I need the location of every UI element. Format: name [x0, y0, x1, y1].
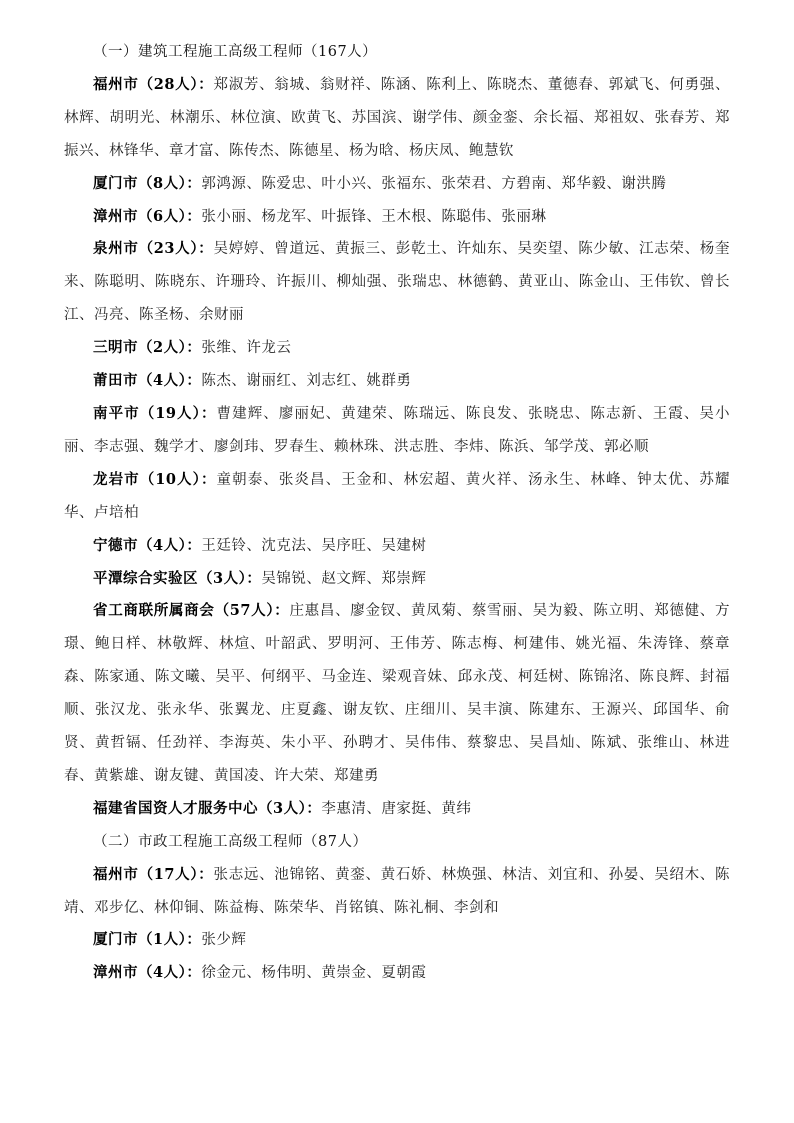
entry-label: 省工商联所属商会（57人）：: [93, 602, 290, 620]
entry-names: 郑淑芳、翁城、翁财祥、陈涵、陈利上、陈晓杰、董德春、郭斌飞、何勇强、林辉、胡明光、林潮乐、林位演、欧黄飞、苏国滨、谢学伟、颜金銮、余长福、郑祖奴、张春芳、郑振兴、林锋华、章才富、陈传杰、陈德星、杨为晗、杨庆凤、鲍慧钦: [64, 76, 731, 159]
roster-entry: [64, 398, 730, 464]
roster-entry: [64, 365, 730, 398]
entry-names: 童朝泰、张炎昌、王金和、林宏超、黄火祥、汤永生、林峰、钟太优、苏耀华、卢培柏: [64, 471, 730, 521]
roster-entry: [64, 464, 730, 530]
entry-names: 庄惠昌、廖金钗、黄凤菊、蔡雪丽、吴为毅、陈立明、郑德健、方璟、鲍日样、林敬辉、林煊、叶韶武、罗明河、王伟芳、陈志梅、柯建伟、姚光福、朱涛锋、蔡章森、陈家通、陈文曦、吴平、何纲平、马金连、梁观音妹、邱永茂、柯廷树、陈锦洺、陈良辉、封福顺、张汉龙、张永华、张翼龙、庄夏鑫、谢友钦、庄细川、吴丰演、陈建东、王源兴、邱国华、俞贤、黄哲镉、任劲祥、李海英、朱小平、孙聘才、吴伟伟、蔡黎忠、吴昌灿、陈斌、张维山、林进春、黄紫雄、谢友键、黄国凌、许大荣、郑建勇: [64, 603, 730, 784]
section-heading: （一）建筑工程施工高级工程师（167人）: [93, 44, 378, 60]
entry-names: 陈杰、谢丽红、刘志红、姚群勇: [201, 373, 412, 390]
entry-label: 泉州市（23人）：: [93, 240, 214, 258]
roster-entry: [64, 69, 730, 168]
entry-names: 吴锦锐、赵文辉、郑崇辉: [261, 570, 427, 587]
entry-names: 吴婷婷、曾道远、黄振三、彭乾土、许灿东、吴奕望、陈少敏、江志荣、杨奎来、陈聪明、陈晓东、许珊玲、许振川、柳灿强、张瑞忠、林德鹤、黄亚山、陈金山、王伟钦、曾长江、冯亮、陈圣杨、余财丽: [64, 241, 731, 324]
roster-entry: [64, 859, 730, 925]
entry-names: 曹建辉、廖丽妃、黄建荣、陈瑞远、陈良发、张晓忠、陈志新、王霞、吴小丽、李志强、魏学才、廖剑玮、罗春生、赖林珠、洪志胜、李炜、陈浜、邹学茂、郭必顺: [64, 405, 730, 455]
roster-entry: [64, 595, 730, 792]
roster-entry: [64, 168, 730, 201]
entry-names: 徐金元、杨伟明、黄崇金、夏朝霞: [201, 965, 427, 982]
entry-label: 厦门市（1人）：: [93, 931, 202, 949]
entry-label: 莆田市（4人）：: [93, 372, 202, 390]
entry-names: 王廷铃、沈克法、吴序旺、吴建树: [201, 537, 427, 554]
entry-names: 张维、许龙云: [201, 340, 292, 357]
roster-entry: [64, 957, 730, 990]
entry-label: 平潭综合实验区（3人）：: [93, 569, 262, 587]
entry-label: 福建省国资人才服务中心（3人）：: [93, 799, 322, 817]
entry-names: 张小丽、杨龙军、叶振锋、王木根、陈聪伟、张丽琳: [201, 208, 547, 225]
roster-entry: [64, 233, 730, 332]
entry-label: 漳州市（4人）：: [93, 964, 202, 982]
entry-names: 张少辉: [201, 932, 247, 949]
roster-entry: [64, 793, 730, 826]
section-heading: （二）市政工程施工高级工程师（87人）: [93, 833, 368, 850]
entry-label: 福州市（17人）：: [93, 865, 214, 883]
entry-label: 宁德市（4人）：: [93, 536, 202, 554]
entry-names: 郭鸿源、陈爱忠、叶小兴、张福东、张荣君、方碧南、郑华毅、谢洪腾: [201, 175, 667, 192]
roster-entry: [64, 563, 730, 596]
entry-label: 南平市（19人）：: [93, 404, 217, 422]
entry-label: 三明市（2人）：: [93, 339, 202, 357]
roster-entry: [64, 924, 730, 957]
entry-names: 李惠清、唐家挺、黄纬: [321, 800, 472, 817]
entry-label: 龙岩市（10人）：: [93, 470, 217, 488]
roster-entry: [64, 530, 730, 563]
roster-entry: [64, 201, 730, 234]
entry-names: 张志远、池锦铭、黄銮、黄石娇、林焕强、林洁、刘宜和、孙晏、吴绍木、陈靖、邓步亿、林仰铜、陈益梅、陈荣华、肖铭镇、陈礼桐、李剑和: [64, 866, 731, 916]
roster-entry: [64, 332, 730, 365]
entry-label: 漳州市（6人）：: [93, 207, 202, 225]
entry-label: 福州市（28人）：: [93, 75, 214, 93]
document-body: [64, 36, 730, 990]
entry-label: 厦门市（8人）：: [93, 174, 202, 192]
